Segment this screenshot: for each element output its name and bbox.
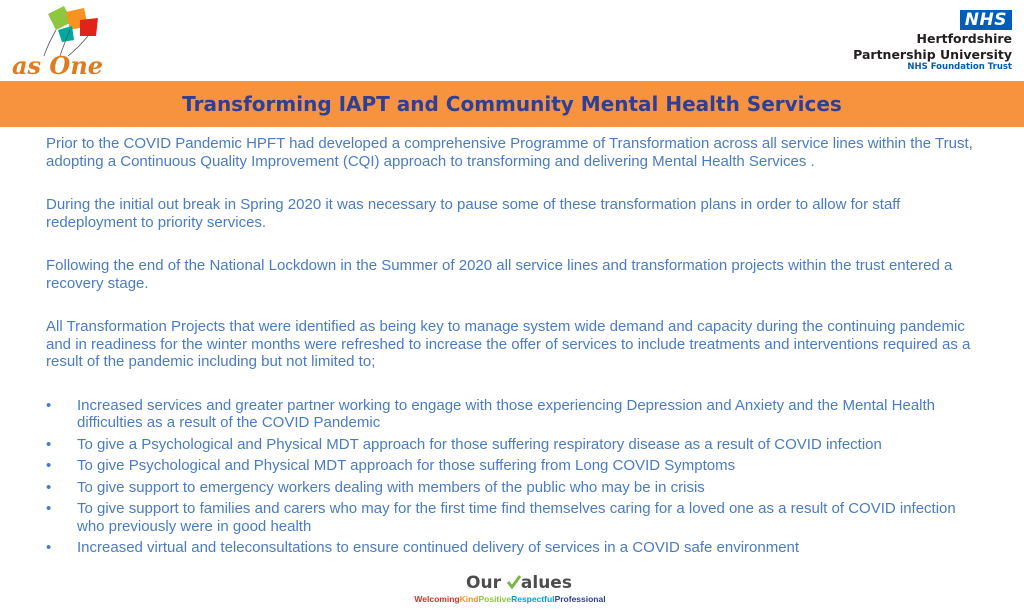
title-banner: [0, 81, 1024, 127]
bullet-icon: •: [46, 500, 52, 517]
nhs-badge: NHS: [960, 10, 1012, 30]
paragraph-recovery-stage: Following the end of the National Lockdown in the Summer of 2020 all service lines and transformation projects within the trust entered a recovery stage.: [46, 257, 953, 292]
nhs-trust-name-line1: Hertfordshire: [916, 31, 1012, 46]
slide-content: [46, 135, 976, 561]
our-values-logo: [400, 572, 620, 612]
list-item: • To give a Psychological and Physical MDT approach for those suffering respiratory disease as a result of COVID infection: [46, 435, 882, 453]
value-kind: Kind: [459, 594, 479, 604]
page-title: Transforming IAPT and Community Mental Health Services: [182, 92, 842, 116]
paragraph-covid-transformation: Prior to the COVID Pandemic HPFT had developed a comprehensive Programme of Transformation across all service lines within the Trust, adopting a Continuous Quality Improvement (CQI) approach to transforming and delivering Mental Health Services .: [46, 135, 973, 170]
bullet-icon: •: [46, 457, 52, 474]
bullet-icon: •: [46, 396, 52, 414]
checkmark-v-icon: [507, 573, 521, 593]
value-positive: Positive: [478, 594, 512, 604]
value-professional: Professional: [554, 594, 606, 604]
service-bullet-list: [46, 397, 976, 557]
nhs-foundation-trust-label: NHS Foundation Trust: [907, 62, 1012, 72]
our-values-title: Our alues: [466, 573, 572, 593]
kites-icon: [8, 4, 118, 80]
bullet-icon: •: [46, 478, 52, 496]
values-words: [400, 594, 620, 605]
bullet-icon: •: [46, 539, 52, 556]
value-respectful: Respectful: [511, 594, 555, 604]
paragraph-transformation-projects: All Transformation Projects that were identified as being key to manage system wide demand and capacity during the continuing pandemic and in readiness for the winter months were refreshed to increase the offer of services to include treatments and interventions required as a result of the pandemic including but not limited to;: [46, 318, 971, 370]
nhs-trust-logo: [792, 10, 1012, 73]
list-item: • Increased services and greater partner working to engage with those experiencing Depression and Anxiety and the Mental Health difficulties as a result of the COVID Pandemic: [46, 396, 936, 431]
nhs-trust-name-line2: Partnership University: [853, 47, 1012, 62]
bullet-icon: •: [46, 435, 52, 453]
value-welcoming: Welcoming: [414, 594, 460, 604]
paragraph-spring-pause: During the initial out break in Spring 2020 it was necessary to pause some of these transformation plans in order to allow for staff redeployment to priority services.: [46, 196, 901, 231]
list-item: • Increased virtual and teleconsultations to ensure continued delivery of services in a COVID safe environment: [46, 539, 800, 556]
list-item: • To give Psychological and Physical MDT approach for those suffering from Long COVID Symptoms: [46, 457, 736, 474]
list-item: • To give support to families and carers who may for the first time find themselves caring for a loved one as a result of COVID infection who previously were in good health: [46, 500, 956, 535]
as-one-logo: [8, 4, 118, 80]
as-one-wordmark: as One: [12, 51, 104, 80]
list-item: • To give support to emergency workers dealing with members of the public who may be in crisis: [46, 478, 705, 496]
